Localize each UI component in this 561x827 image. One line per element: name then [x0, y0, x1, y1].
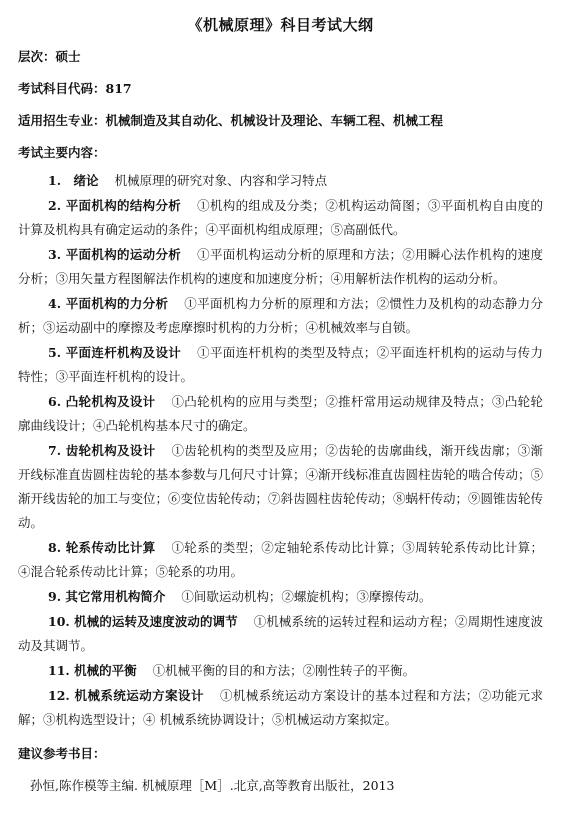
- section-item: [18, 243, 543, 291]
- section-item: [18, 439, 543, 535]
- section-heading: 9. 其它常用机构简介: [48, 589, 166, 604]
- section-item: [18, 536, 543, 584]
- section-item: [18, 659, 543, 683]
- section-body: 机械原理的研究对象、内容和学习特点: [114, 173, 328, 188]
- majors-line: 适用招生专业：机械制造及其自动化、机械设计及理论、车辆工程、机械工程: [18, 113, 444, 128]
- section-body: ①平面机构力分析的原理和方法；②惯性力及机构的动态静力分析；③运动副中的摩擦及考虑摩擦时机构的力分析；④机械效率与自锁。: [18, 296, 543, 335]
- section-body: ①机构的组成及分类；②机构运动简图；③平面机构自由度的计算及机构具有确定运动的条件；④平面机构组成原理；⑤高副低代。: [18, 198, 543, 237]
- section-heading: 1. 绪论: [48, 173, 99, 188]
- section-body: ①机械平衡的目的和方法；②刚性转子的平衡。: [152, 663, 416, 678]
- section-body: ①平面机构运动分析的原理和方法；②用瞬心法作机构的速度分析；③用矢量方程图解法作机构的速度和加速度分析；④用解析法作机构的运动分析。: [18, 247, 543, 286]
- section-item: [18, 169, 543, 193]
- section-item: [18, 194, 543, 242]
- content-heading: 考试主要内容：: [18, 145, 106, 160]
- section-item: [18, 292, 543, 340]
- reference-heading: 建议参考书目：: [18, 746, 106, 761]
- section-heading: 8. 轮系传动比计算: [48, 540, 156, 555]
- section-body: ①间歇运动机构；②螺旋机构；③摩擦传动。: [181, 589, 432, 604]
- section-heading: 5. 平面连杆机构及设计: [48, 345, 182, 360]
- section-item: [18, 610, 543, 658]
- section-heading: 10. 机械的运转及速度波动的调节: [48, 614, 238, 629]
- level-line: 层次：硕士: [18, 49, 81, 64]
- section-heading: 7. 齿轮机构及设计: [48, 443, 156, 458]
- section-heading: 12. 机械系统运动方案设计: [48, 688, 204, 703]
- section-body: ①齿轮机构的类型及应用；②齿轮的齿廓曲线，渐开线齿廓；③渐开线标准直齿圆柱齿轮的基本参数与几何尺寸计算；④渐开线标准直齿圆柱齿轮的啮合传动；⑤渐开线齿轮的加工与变位；⑥变位齿轮传动；⑦斜齿圆柱齿轮传动；⑧蜗杆传动；⑨圆锥齿轮传动。: [18, 443, 544, 530]
- section-item: [18, 684, 543, 732]
- content-sections: [18, 169, 543, 732]
- section-item: [18, 585, 543, 609]
- section-body: ①平面连杆机构的类型及特点；②平面连杆机构的运动与传力特性；③平面连杆机构的设计。: [18, 345, 543, 384]
- section-heading: 11. 机械的平衡: [48, 663, 137, 678]
- section-item: [18, 341, 543, 389]
- subject-code-line: 考试科目代码：817: [18, 81, 132, 96]
- section-body: ①凸轮机构的应用与类型；②推杆常用运动规律及特点；③凸轮轮廓曲线设计；④凸轮机构基本尺寸的确定。: [18, 394, 543, 433]
- section-body: ①机械系统运动方案设计的基本过程和方法；②功能元求解；③机构选型设计；④ 机械系统协调设计；⑤机械运动方案拟定。: [18, 688, 543, 727]
- section-item: [18, 390, 543, 438]
- page-title: 《机械原理》科目考试大纲: [187, 16, 374, 34]
- section-heading: 3. 平面机构的运动分析: [48, 247, 182, 262]
- section-heading: 2. 平面机构的结构分析: [48, 198, 182, 213]
- section-body: ①机械系统的运转过程和运动方程；②周期性速度波动及其调节。: [18, 614, 543, 653]
- section-body: ①轮系的类型；②定轴轮系传动比计算；③周转轮系传动比计算；④混合轮系传动比计算；⑤轮系的功用。: [18, 540, 543, 579]
- section-heading: 6. 凸轮机构及设计: [48, 394, 156, 409]
- reference-entry: 孙恒,陈作模等主编. 机械原理［M］.北京,高等教育出版社，2013: [30, 778, 395, 793]
- section-heading: 4. 平面机构的力分析: [48, 296, 169, 311]
